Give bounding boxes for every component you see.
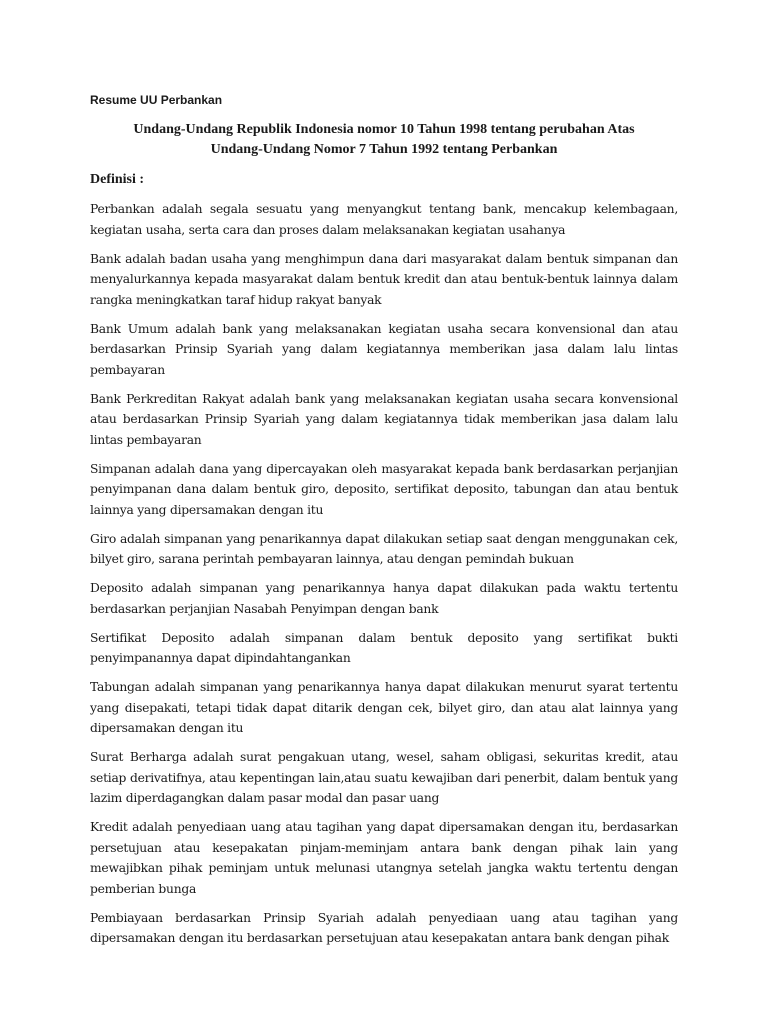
- definition-tabungan: Tabungan adalah simpanan yang penarikannya hanya dapat dilakukan menurut syarat tertentu yang disepakati, tetapi tidak dapat ditarik dengan cek, bilyet giro, dan atau alat lainnya yang dipersamakan dengan itu: [90, 680, 678, 735]
- definition-giro: Giro adalah simpanan yang penarikannya dapat dilakukan setiap saat dengan menggunakan cek, bilyet giro, sarana perintah pembayaran lainnya, atau dengan pemindah bukuan: [90, 531, 678, 566]
- definition-simpanan: Simpanan adalah dana yang dipercayakan oleh masyarakat kepada bank berdasarkan perjanjian penyimpanan dana dalam bentuk giro, deposito, sertifikat deposito, tabungan dan atau bentuk lainnya yang dipersamakan dengan itu: [90, 461, 678, 517]
- document-label: Resume UU Perbankan: [90, 93, 223, 107]
- definition-deposito: Deposito adalah simpanan yang penarikannya hanya dapat dilakukan pada waktu tertentu berdasarkan perjanjian Nasabah Penyimpan dengan bank: [90, 581, 678, 616]
- definition-kredit: Kredit adalah penyediaan uang atau tagihan yang dapat dipersamakan dengan itu, berdasarkan persetujuan atau kesepakatan pinjam-meminjam antara bank dengan pihak lain yang mewajibkan pihak peminjam untuk melunasi utangnya setelah jangka waktu tertentu dengan pemberian bunga: [90, 820, 678, 896]
- document-body: [90, 92, 678, 957]
- definition-surat-berharga: Surat Berharga adalah surat pengakuan utang, wesel, saham obligasi, sekuritas kredit, atau setiap derivatifnya, atau kepentingan lain,atau suatu kewajiban dari penerbit, dalam bentuk yang lazim diperdagangkan dalam pasar modal dan pasar uang: [90, 750, 678, 805]
- definition-bank-umum: Bank Umum adalah bank yang melaksanakan kegiatan usaha secara konvensional dan atau berdasarkan Prinsip Syariah yang dalam kegiatannya memberikan jasa dalam lalu lintas pembayaran: [90, 321, 678, 377]
- definition-pembiayaan-syariah: Pembiayaan berdasarkan Prinsip Syariah adalah penyediaan uang atau tagihan yang dipersamakan dengan itu berdasarkan persetujuan atau kesepakatan antara bank dengan pihak: [90, 910, 678, 945]
- definition-bank-perkreditan-rakyat: Bank Perkreditan Rakyat adalah bank yang melaksanakan kegiatan usaha secara konvensional atau berdasarkan Prinsip Syariah yang dalam kegiatannya tidak memberikan jasa dalam lalu lintas pembayaran: [90, 391, 678, 447]
- document-title-line-1: Undang-Undang Republik Indonesia nomor 10 Tahun 1998 tentang perubahan Atas: [133, 122, 635, 137]
- definition-bank: Bank adalah badan usaha yang menghimpun dana dari masyarakat dalam bentuk simpanan dan menyalurkannya kepada masyarakat dalam bentuk kredit dan atau bentuk-bentuk lainnya dalam rangka meningkatkan taraf hidup rakyat banyak: [90, 251, 678, 307]
- definition-sertifikat-deposito: Sertifikat Deposito adalah simpanan dalam bentuk deposito yang sertifikat bukti penyimpanannya dapat dipindahtangankan: [90, 630, 678, 665]
- section-heading-definitions: Definisi :: [90, 172, 145, 187]
- document-title: [90, 120, 678, 160]
- definition-perbankan: Perbankan adalah segala sesuatu yang menyangkut tentang bank, mencakup kelembagaan, kegiatan usaha, serta cara dan proses dalam melaksanakan kegiatan usahanya: [90, 202, 678, 237]
- document-title-line-2: Undang-Undang Nomor 7 Tahun 1992 tentang Perbankan: [210, 142, 558, 157]
- definitions-list: [90, 199, 678, 949]
